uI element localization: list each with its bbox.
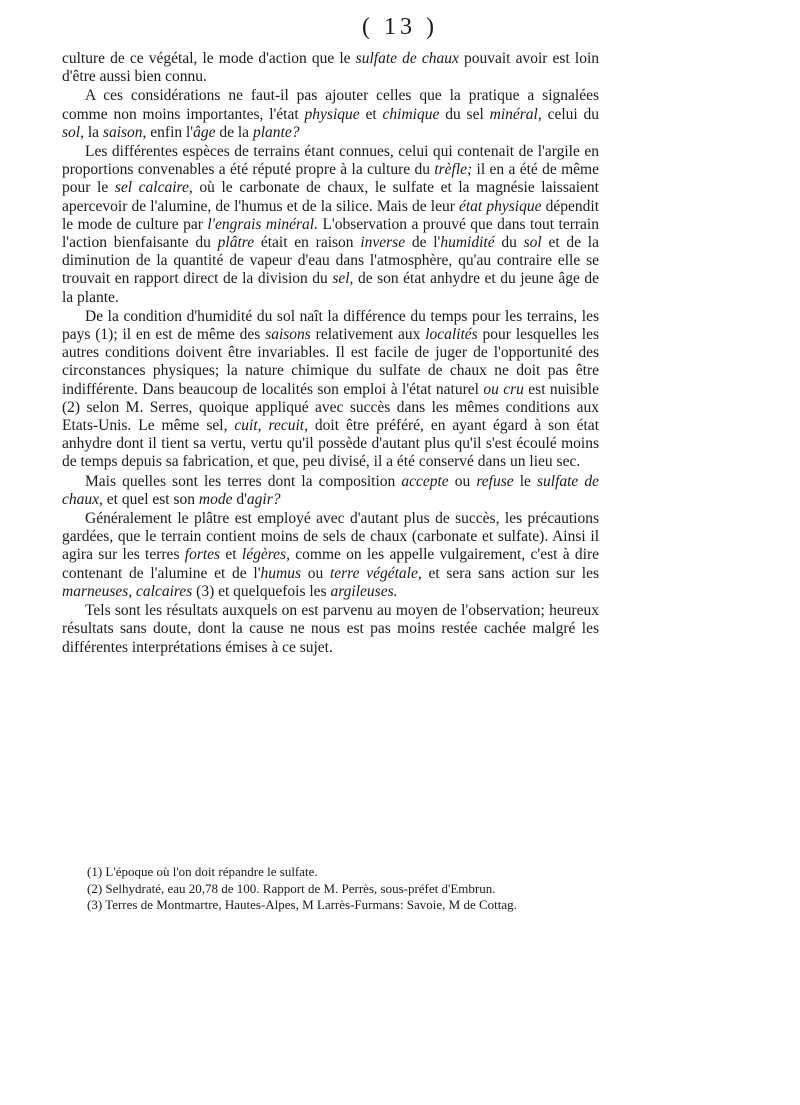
footnotes [87, 864, 607, 914]
text-run: de son état anhydre et du jeune âge de la plante. [62, 270, 599, 306]
paragraph [62, 87, 599, 142]
text-run: , la [80, 123, 103, 141]
italic-run: plante? [252, 123, 300, 141]
italic-run: argileuses. [330, 582, 398, 600]
text-run: , où le carbonate de chaux, le sulfate et la magnésie laissaient apercevoir de l'alumine, de l'humus et de la silice. Mais de leur [62, 179, 599, 215]
italic-run: humus [260, 564, 301, 582]
text-run: Les différentes espèces de terrains étant connues, celui qui contenait de l'argile en proportions convenables a été réputé propre à la culture du [62, 143, 599, 179]
text-run: Mais quelles sont les terres dont la composition [85, 472, 402, 490]
italic-run: sol [62, 123, 81, 141]
italic-run: plâtre [217, 234, 255, 252]
text-run: du sel [439, 105, 490, 123]
text-run: A ces considérations ne faut-il pas ajouter celles que la pratique a signalées comme non moins importantes, l'état [62, 87, 599, 123]
text-run: (3) et quelquefois les [192, 582, 331, 600]
italic-run: ou cru [483, 380, 524, 398]
text-run: relativement aux [310, 326, 426, 344]
italic-run: humidité [440, 234, 495, 252]
text-run: De la condition d'humidité du sol naît la différence du temps pour les terrains, les pays (1); il en est de même des [62, 307, 599, 344]
footnote-2: (2) Selhydraté, eau 20,78 de 100. Rapport de M. Perrès, sous-préfet d'Embrun. [87, 880, 496, 896]
italic-run: terre végétale, [329, 564, 422, 582]
text-run: du [494, 234, 524, 252]
text-run: et [359, 105, 383, 123]
text-run: ou [300, 564, 330, 582]
text-run: Généralement le plâtre est employé avec d'autant plus de succès, les précautions gardées, que le terrain contient moins de sels de chaux (carbonate et sulfate). Ainsi il agira sur les terres [62, 510, 599, 564]
italic-run: inverse [360, 234, 406, 252]
paragraph [62, 143, 599, 307]
italic-run: recuit, [268, 417, 308, 435]
italic-run: physique [304, 105, 360, 123]
text-run [262, 417, 269, 434]
italic-run: accepte [401, 472, 449, 490]
text-run: comme on les appelle vulgairement, c'est à dire contenant de l'alumine et de l' [62, 546, 599, 582]
text-run: doit être préféré, en ayant égard à son état anhydre dont il tient sa vertu, vertu qu'il possède d'autant plus qu'il s'est écoulé moins de temps depuis sa fabrication, et que, peu divisé, il a été conservé dans un lieu sec. [62, 417, 599, 471]
text-run: L'observation a prouvé que dans tout terrain l'action bienfaisante du [62, 215, 599, 252]
italic-run: mode [198, 490, 233, 508]
text-run: , enfin l' [142, 123, 194, 141]
italic-run: chimique [382, 105, 440, 123]
italic-run: l'engrais minéral. [207, 215, 318, 233]
italic-run: fortes [184, 546, 221, 564]
italic-run: légères, [241, 546, 290, 564]
text-run: et [220, 546, 242, 564]
italic-run: saisons [265, 326, 311, 344]
text-run: était en raison [254, 234, 361, 252]
footnote-1: (1) L'époque où l'on doit répandre le sulfate. [87, 864, 318, 879]
text-run: de la [215, 123, 253, 141]
paragraph [62, 510, 599, 601]
italic-run: refuse [476, 472, 514, 490]
text-run: Tels sont les résultats auxquels on est parvenu au moyen de l'observation; heureux résultats sans doute, dont la cause ne nous est pas moins restée cachée malgré les différentes interprétations émises à ce sujet. [62, 602, 599, 656]
text-run: dépendit le mode de culture par [62, 197, 599, 233]
italic-run: sel, [332, 270, 354, 288]
italic-run: trèfle; [434, 161, 473, 179]
italic-run: minéral [489, 105, 538, 123]
italic-run: agir? [246, 490, 281, 508]
text-run: , celui du [537, 105, 600, 123]
italic-run: saison [102, 123, 143, 141]
text-run: de l' [405, 234, 441, 252]
body-text [62, 50, 599, 657]
text-run: pour lesquelles les autres conditions doivent être invariables. Il est facile de juger de l'opportunité des circonstances physiques; la nature chimique du sulfate de chaux ne doit pas être indifférente. Dans beaucoup de localités son emploi à l'état naturel [62, 326, 599, 398]
page-number: ( 13 ) [362, 14, 438, 40]
footnote-3: (3) Terres de Montmartre, Hautes-Alpes, M Larrès-Furmans: Savoie, M de Cottag. [87, 897, 517, 912]
italic-run: sel calcaire [114, 179, 189, 197]
italic-run: sulfate de chaux [355, 50, 459, 67]
italic-run: sol [523, 234, 542, 252]
italic-run: localités [425, 326, 478, 344]
text-run: pouvait avoir est loin d'être aussi bien connu. [62, 50, 599, 86]
text-run: d' [232, 490, 247, 508]
paragraph [62, 473, 599, 509]
paragraph [62, 602, 599, 657]
text-run: culture de ce végétal, le mode d'action que le [62, 50, 356, 67]
text-run: est nuisible (2) selon M. Serres, quoique appliqué avec succès dans les mêmes conditions aux Etats-Unis. Le même sel, [62, 380, 599, 435]
italic-run: sulfate de chaux, [62, 472, 600, 508]
text-run: et de la diminution de la quantité de vapeur d'eau dans l'atmosphère, qu'au contraire elle se trouvait en rapport direct de la division du [62, 234, 599, 288]
paragraph [62, 50, 599, 86]
text-run: et quel est son [102, 490, 199, 508]
paragraph [62, 308, 599, 472]
text-run: il en a été de même pour le [62, 161, 599, 197]
italic-run: état physique [459, 197, 542, 215]
italic-run: âge [193, 123, 216, 141]
italic-run: cuit, [234, 417, 262, 435]
text-run: le [513, 472, 537, 490]
text-run: ou [448, 472, 477, 490]
text-run: et sera sans action sur les [421, 564, 600, 582]
italic-run: marneuses, calcaires [62, 582, 193, 600]
